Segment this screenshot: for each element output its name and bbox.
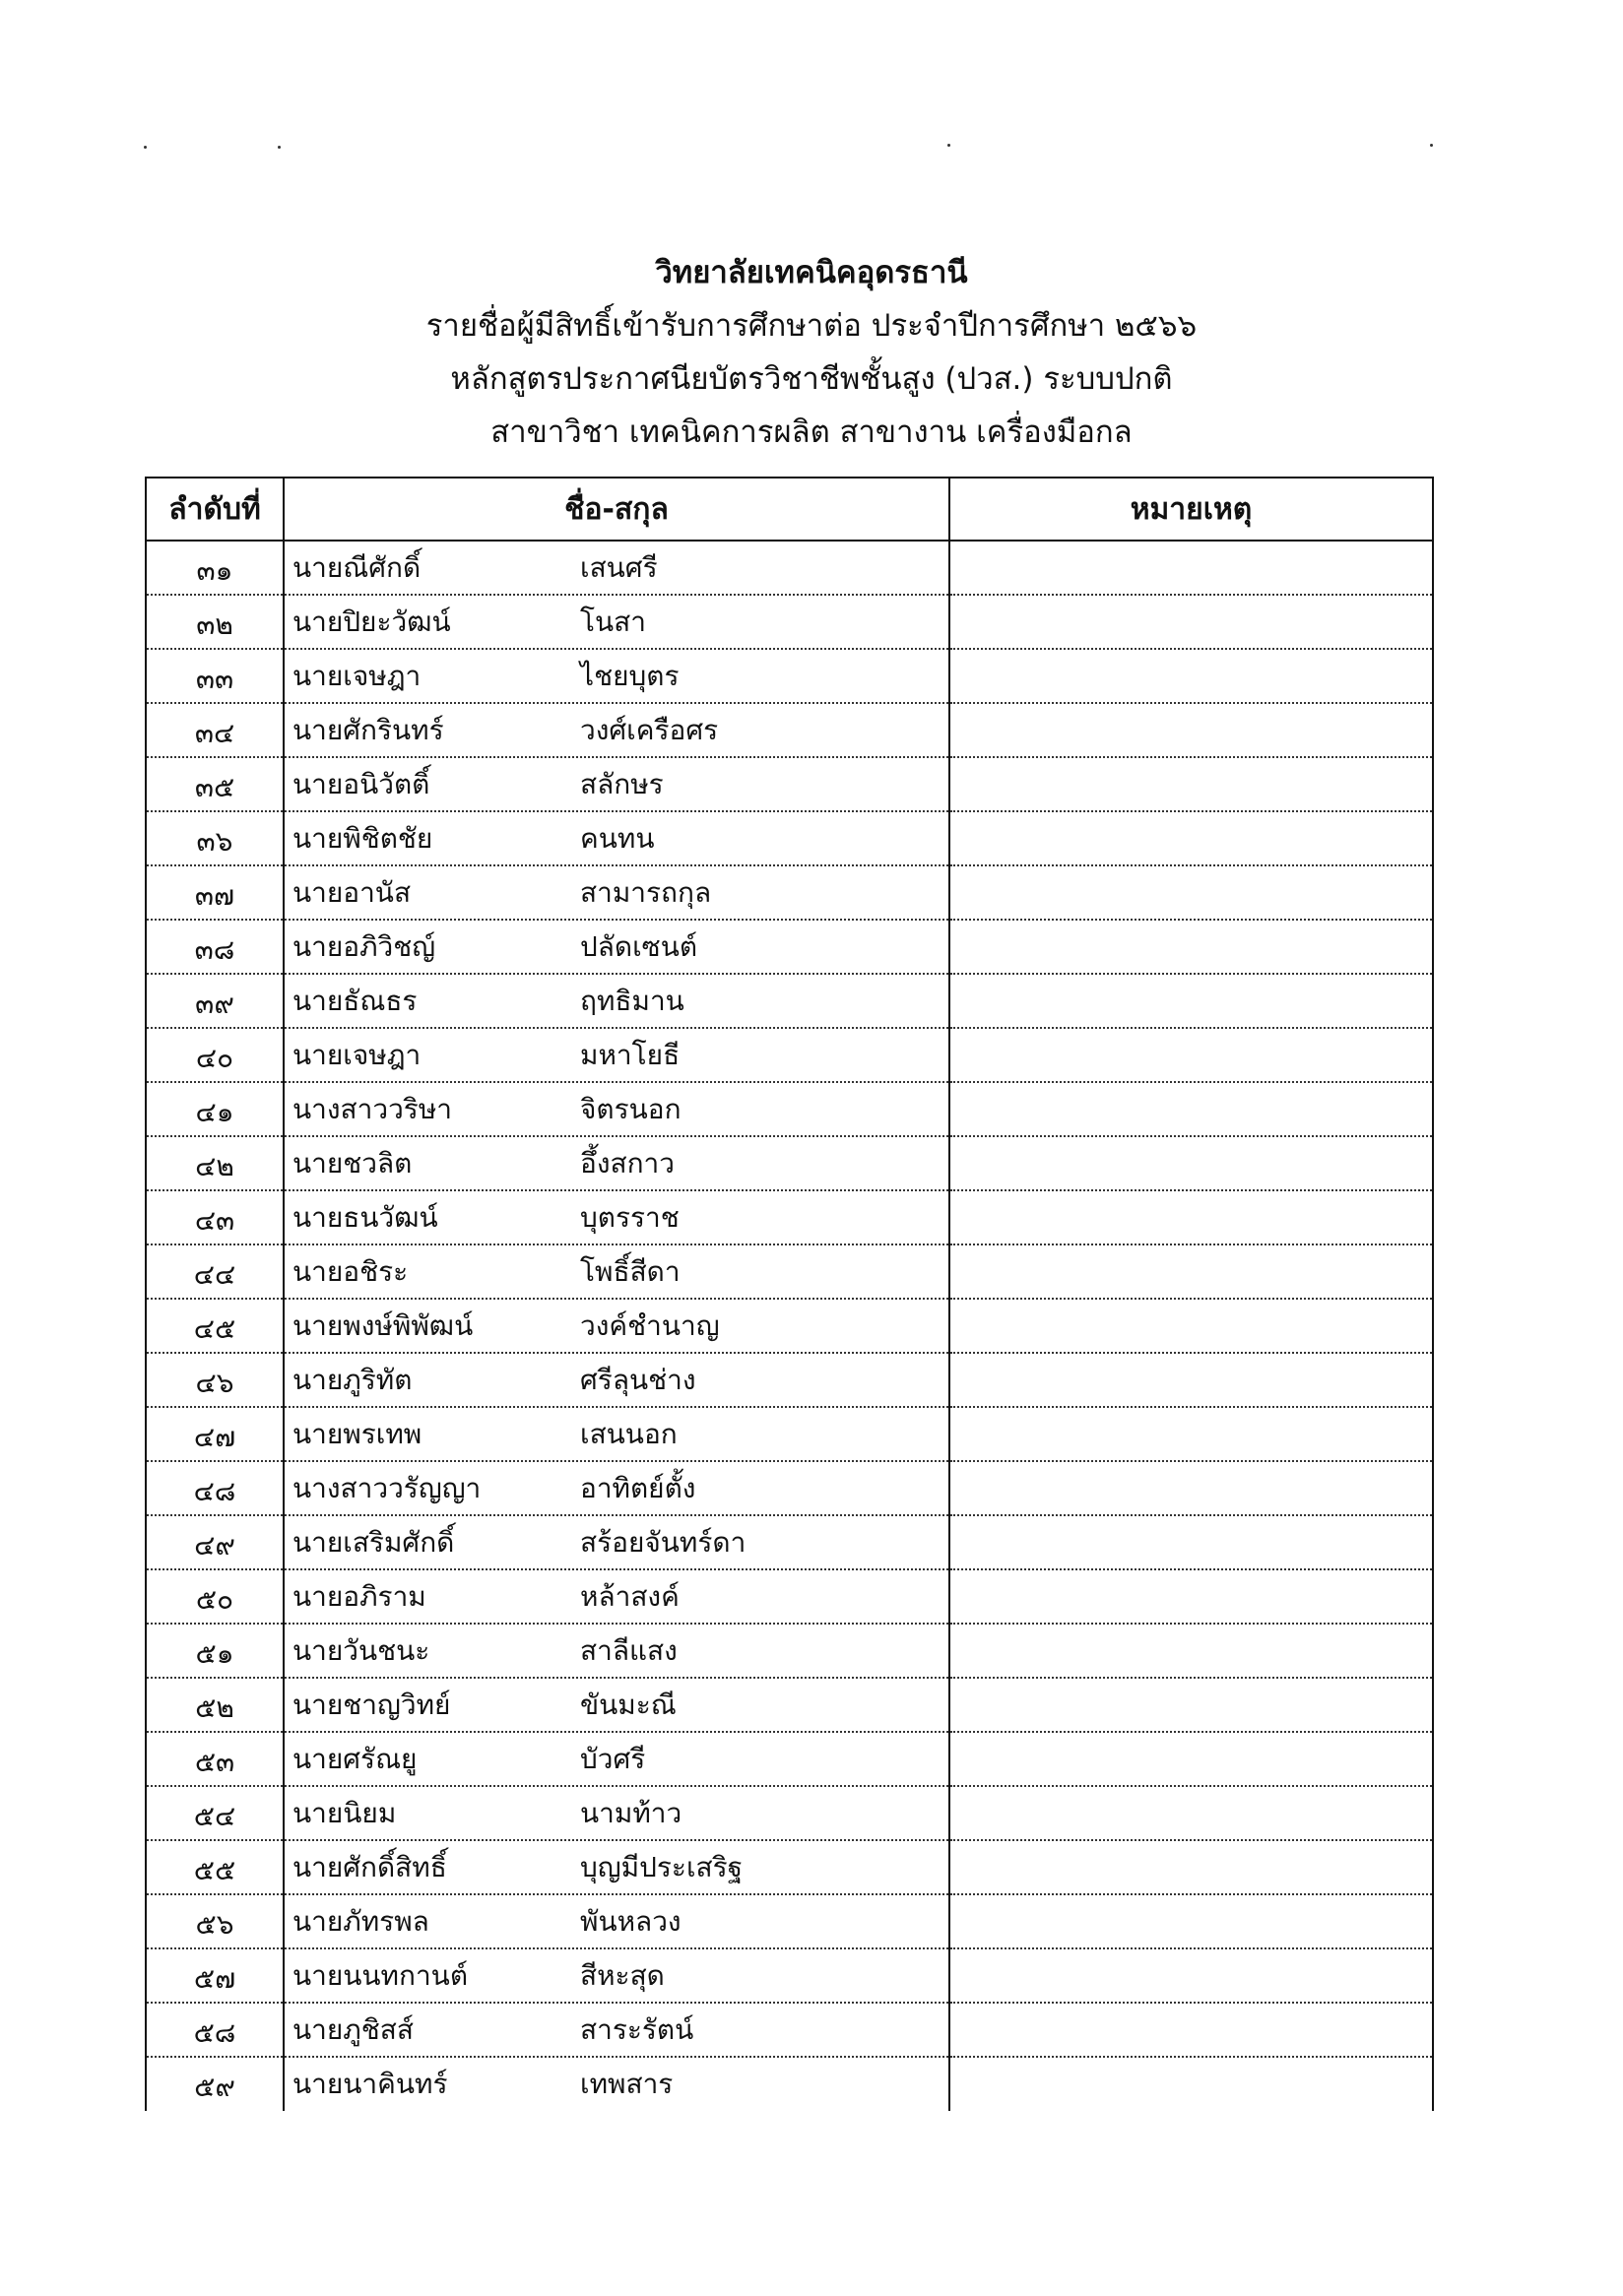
row-number: ๔๙ [146, 1515, 284, 1569]
row-number: ๓๖ [146, 811, 284, 865]
row-number: ๓๙ [146, 974, 284, 1028]
student-first-name: นายภัทรพล [292, 1904, 429, 1938]
student-last-name: โพธิ์สีดา [580, 1254, 681, 1288]
table-row [146, 865, 1433, 920]
row-number: ๔๑ [146, 1082, 284, 1136]
row-number: ๕๘ [146, 2003, 284, 2057]
row-number: ๓๑ [146, 541, 284, 595]
student-last-name: วงศ์เครือศร [580, 713, 719, 746]
student-first-name: นายศักดิ์สิทธิ์ [292, 1850, 447, 1883]
student-name-cell [284, 757, 949, 811]
row-number: ๕๕ [146, 1840, 284, 1894]
student-last-name: วงค์ชำนาญ [580, 1308, 720, 1342]
student-last-name: มหาโยธี [580, 1038, 681, 1071]
student-name-cell [284, 865, 949, 920]
table-row [146, 1028, 1433, 1082]
document-header [0, 246, 1623, 459]
row-number: ๔๓ [146, 1190, 284, 1244]
student-first-name: นายวันชนะ [292, 1633, 430, 1667]
table-row [146, 595, 1433, 649]
major-line: สาขาวิชา เทคนิคการผลิต สาขางาน เครื่องมือกล [490, 415, 1133, 450]
student-last-name: พันหลวง [580, 1904, 682, 1938]
student-first-name: นายชาญวิทย์ [292, 1688, 451, 1721]
student-first-name: นายอนิวัตติ์ [292, 767, 430, 800]
student-first-name: นายปิยะวัฒน์ [292, 605, 451, 638]
remark-cell [949, 1353, 1433, 1407]
remark-cell [949, 541, 1433, 595]
remark-cell [949, 1894, 1433, 1948]
table-row [146, 757, 1433, 811]
student-first-name: นางสาววริษา [292, 1092, 453, 1125]
remark-cell [949, 1461, 1433, 1515]
student-name-cell [284, 2057, 949, 2111]
remark-cell [949, 1244, 1433, 1299]
student-last-name: โนสา [580, 605, 646, 638]
student-first-name: นายอภิวิชญ์ [292, 929, 436, 963]
student-first-name: นายพรเทพ [292, 1417, 422, 1450]
institution-title: วิทยาลัยเทคนิคอุดรธานี [655, 255, 968, 290]
student-name-cell [284, 1299, 949, 1353]
student-first-name: นายศรัณยู [292, 1742, 418, 1775]
student-name-cell [284, 1244, 949, 1299]
student-first-name: นายพิชิตชัย [292, 821, 433, 855]
student-last-name: เทพสาร [580, 2068, 674, 2100]
student-last-name: นามท้าว [580, 1796, 682, 1829]
remark-cell [949, 1407, 1433, 1461]
student-last-name: สามารถกุล [580, 875, 712, 909]
student-last-name: อาทิตย์ตั้ง [580, 1471, 696, 1504]
student-name-cell [284, 541, 949, 595]
remark-cell [949, 974, 1433, 1028]
student-name-cell [284, 920, 949, 974]
table-row [146, 541, 1433, 595]
student-last-name: ศรีลุนช่าง [580, 1363, 696, 1396]
remark-cell [949, 2057, 1433, 2111]
student-name-cell [284, 974, 949, 1028]
table-row [146, 703, 1433, 757]
student-first-name: นายภูริทัต [292, 1363, 413, 1396]
student-last-name: สลักษร [580, 767, 664, 800]
remark-cell [949, 649, 1433, 703]
column-header-number: ลำดับที่ [146, 478, 284, 541]
row-number: ๔๐ [146, 1028, 284, 1082]
student-first-name: นายนนทกานต์ [292, 1958, 469, 1992]
student-name-cell [284, 1948, 949, 2003]
table-row [146, 1624, 1433, 1678]
row-number: ๕๐ [146, 1569, 284, 1624]
student-name-cell [284, 1407, 949, 1461]
table-row [146, 1353, 1433, 1407]
student-last-name: สีหะสุด [580, 1958, 665, 1992]
student-first-name: นายพงษ์พิพัฒน์ [292, 1308, 474, 1342]
student-first-name: นายเจษฎา [292, 1038, 422, 1071]
document-subtitle: รายชื่อผู้มีสิทธิ์เข้ารับการศึกษาต่อ ประจำปีการศึกษา ๒๕๖๖ [425, 308, 1198, 344]
table-row [146, 2003, 1433, 2057]
remark-cell [949, 865, 1433, 920]
table-row [146, 1948, 1433, 2003]
student-last-name: สาระรัตน์ [580, 2012, 694, 2046]
remark-cell [949, 1136, 1433, 1190]
student-first-name: นายอภิราม [292, 1579, 426, 1613]
student-last-name: หล้าสงค์ [580, 1579, 680, 1613]
table-row [146, 1407, 1433, 1461]
remark-cell [949, 920, 1433, 974]
student-name-cell [284, 1786, 949, 1840]
student-first-name: นายนิยม [292, 1796, 397, 1829]
student-last-name: ปลัดเซนต์ [580, 929, 698, 963]
table-row [146, 1894, 1433, 1948]
row-number: ๕๑ [146, 1624, 284, 1678]
column-header-name: ชื่อ-สกุล [284, 478, 949, 541]
student-name-cell [284, 1461, 949, 1515]
student-last-name: เสนนอก [580, 1417, 678, 1450]
column-header-note: หมายเหตุ [949, 478, 1433, 541]
student-first-name: นางสาววรัญญา [292, 1471, 482, 1504]
student-first-name: นายอานัส [292, 875, 412, 909]
table-row [146, 1190, 1433, 1244]
remark-cell [949, 1624, 1433, 1678]
student-first-name: นายชวลิต [292, 1146, 413, 1180]
remark-cell [949, 1299, 1433, 1353]
student-first-name: นายภูชิสส์ [292, 2012, 414, 2046]
row-number: ๕๔ [146, 1786, 284, 1840]
row-number: ๓๗ [146, 865, 284, 920]
row-number: ๕๙ [146, 2057, 284, 2111]
row-number: ๕๒ [146, 1678, 284, 1732]
student-name-cell [284, 1028, 949, 1082]
remark-cell [949, 757, 1433, 811]
student-last-name: ขันมะณี [580, 1688, 677, 1721]
student-last-name: บุตรราช [580, 1200, 680, 1234]
student-last-name: จิตรนอก [580, 1092, 682, 1125]
student-first-name: นายนาคินทร์ [292, 2068, 448, 2100]
student-first-name: นายเจษฎา [292, 659, 422, 692]
row-number: ๓๒ [146, 595, 284, 649]
remark-cell [949, 1732, 1433, 1786]
student-first-name: นายณีศักดิ์ [292, 550, 422, 584]
student-name-cell [284, 1515, 949, 1569]
student-last-name: ฤทธิมาน [580, 984, 684, 1017]
remark-cell [949, 1082, 1433, 1136]
table-header-row [146, 478, 1433, 541]
table-row [146, 1569, 1433, 1624]
student-last-name: คนทน [580, 821, 655, 855]
table-row [146, 649, 1433, 703]
remark-cell [949, 1786, 1433, 1840]
remark-cell [949, 1840, 1433, 1894]
student-name-cell [284, 2003, 949, 2057]
table-row [146, 1299, 1433, 1353]
table-row [146, 920, 1433, 974]
remark-cell [949, 811, 1433, 865]
student-first-name: นายธัณธร [292, 984, 418, 1017]
student-name-cell [284, 649, 949, 703]
scan-dot [1430, 144, 1433, 147]
student-last-name: บุญมีประเสริฐ [580, 1850, 744, 1883]
row-number: ๔๔ [146, 1244, 284, 1299]
row-number: ๕๗ [146, 1948, 284, 2003]
student-name-cell [284, 1082, 949, 1136]
student-name-cell [284, 1624, 949, 1678]
student-last-name: สาลีแสง [580, 1633, 678, 1667]
student-last-name: ไชยบุตร [580, 659, 680, 692]
remark-cell [949, 1028, 1433, 1082]
student-last-name: อึ้งสกาว [580, 1146, 675, 1180]
student-name-cell [284, 811, 949, 865]
student-last-name: บัวศรี [580, 1742, 646, 1775]
student-name-cell [284, 595, 949, 649]
table-row [146, 1732, 1433, 1786]
table-row [146, 811, 1433, 865]
row-number: ๓๔ [146, 703, 284, 757]
row-number: ๔๗ [146, 1407, 284, 1461]
student-name-cell [284, 1894, 949, 1948]
remark-cell [949, 2003, 1433, 2057]
student-name-cell [284, 1840, 949, 1894]
remark-cell [949, 1515, 1433, 1569]
table-row [146, 1461, 1433, 1515]
student-name-cell [284, 1732, 949, 1786]
student-first-name: นายอชิระ [292, 1254, 409, 1288]
table-row [146, 1244, 1433, 1299]
remark-cell [949, 1948, 1433, 2003]
row-number: ๕๓ [146, 1732, 284, 1786]
student-last-name: สร้อยจันทร์ดา [580, 1525, 747, 1559]
row-number: ๕๖ [146, 1894, 284, 1948]
student-last-name: เสนศรี [580, 550, 658, 584]
remark-cell [949, 1569, 1433, 1624]
student-list-table [145, 477, 1434, 2111]
student-first-name: นายธนวัฒน์ [292, 1200, 438, 1234]
student-name-cell [284, 1569, 949, 1624]
scan-dot [278, 146, 281, 149]
table-row [146, 1136, 1433, 1190]
scan-dot [144, 146, 147, 149]
table-row [146, 1678, 1433, 1732]
table-row [146, 974, 1433, 1028]
row-number: ๓๓ [146, 649, 284, 703]
student-name-cell [284, 1678, 949, 1732]
row-number: ๔๕ [146, 1299, 284, 1353]
row-number: ๔๖ [146, 1353, 284, 1407]
remark-cell [949, 1678, 1433, 1732]
student-name-cell [284, 1136, 949, 1190]
table-row [146, 1082, 1433, 1136]
remark-cell [949, 1190, 1433, 1244]
row-number: ๓๕ [146, 757, 284, 811]
table-row [146, 1840, 1433, 1894]
student-name-cell [284, 1190, 949, 1244]
scan-dot [947, 144, 950, 147]
student-name-cell [284, 703, 949, 757]
student-first-name: นายเสริมศักดิ์ [292, 1525, 455, 1559]
program-line: หลักสูตรประกาศนียบัตรวิชาชีพชั้นสูง (ปวส.) ระบบปกติ [450, 361, 1173, 397]
remark-cell [949, 595, 1433, 649]
row-number: ๓๘ [146, 920, 284, 974]
table-row [146, 1515, 1433, 1569]
table-row [146, 1786, 1433, 1840]
remark-cell [949, 703, 1433, 757]
student-first-name: นายศักรินทร์ [292, 713, 444, 746]
row-number: ๔๘ [146, 1461, 284, 1515]
row-number: ๔๒ [146, 1136, 284, 1190]
table-row [146, 2057, 1433, 2111]
student-name-cell [284, 1353, 949, 1407]
table-body [146, 541, 1433, 2111]
